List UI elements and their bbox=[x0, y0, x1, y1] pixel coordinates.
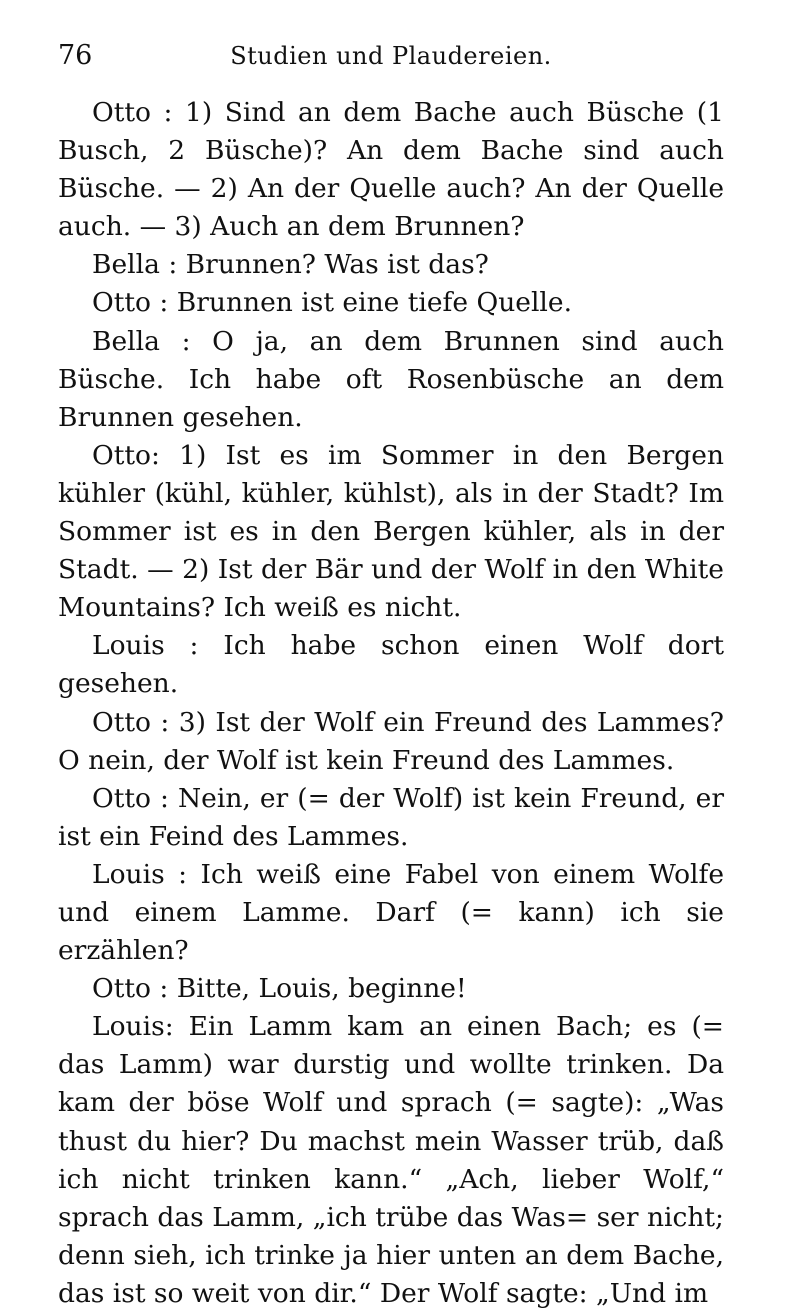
dialogue-paragraph: Louis : Ich habe schon einen Wolf dort gesehen. bbox=[58, 630, 724, 700]
dialogue-paragraph: Louis : Ich weiß eine Fabel von einem Wolfe und einem Lamme. Darf (= kann) ich sie erzählen? bbox=[58, 858, 724, 967]
dialogue-paragraph: Otto : Bitte, Louis, beginne! bbox=[92, 973, 467, 1005]
dialogue-paragraph: Bella : Brunnen? Was ist das? bbox=[92, 249, 489, 281]
dialogue-paragraph: Otto : 3) Ist der Wolf ein Freund des Lammes? O nein, der Wolf ist kein Freund des Lammes. bbox=[58, 706, 724, 776]
dialogue-paragraph: Otto: 1) Ist es im Sommer in den Bergen kühler (kühl, kühler, kühlst), als in der Stadt? Im Sommer ist es in den Bergen kühler, als in der Stadt. — 2) Ist der Bär und der Wolf in den White Mountains? Ich weiß es nicht. bbox=[58, 439, 724, 624]
dialogue-paragraph: Otto : Brunnen ist eine tiefe Quelle. bbox=[92, 287, 573, 319]
dialogue-paragraph: Bella : O ja, an dem Brunnen sind auch Büsche. Ich habe oft Rosenbüsche an dem Brunnen gesehen. bbox=[58, 325, 724, 433]
dialogue-paragraph: Otto : 1) Sind an dem Bache auch Büsche (1 Busch, 2 Büsche)? An dem Bache sind auch Büsche. — 2) An der Quelle auch? An der Quelle auch. — 3) Auch an dem Brunnen? bbox=[58, 97, 724, 243]
dialogue-paragraph: Louis: Ein Lamm kam an einen Bach; es (= das Lamm) war durstig und wollte trinken. Da kam der böse Wolf und sprach (= sagte): „Was thust du hier? Du machst mein Wasser trüb, daß ich nicht trinken kann.“ „Ach, lieber Wolf,“ sprach das Lamm, „ich trübe das Was= ser nicht; denn sieh, ich trinke ja hier unten an dem Bache, das ist so weit von dir.“ Der Wolf sagte: „Und im bbox=[58, 1011, 724, 1309]
page-number: 76 bbox=[58, 40, 93, 71]
page-body bbox=[58, 94, 724, 1313]
dialogue-paragraph: Otto : Nein, er (= der Wolf) ist kein Freund, er ist ein Feind des Lammes. bbox=[58, 782, 724, 852]
page-header bbox=[58, 38, 724, 78]
running-title: Studien und Plaudereien. bbox=[230, 42, 552, 70]
